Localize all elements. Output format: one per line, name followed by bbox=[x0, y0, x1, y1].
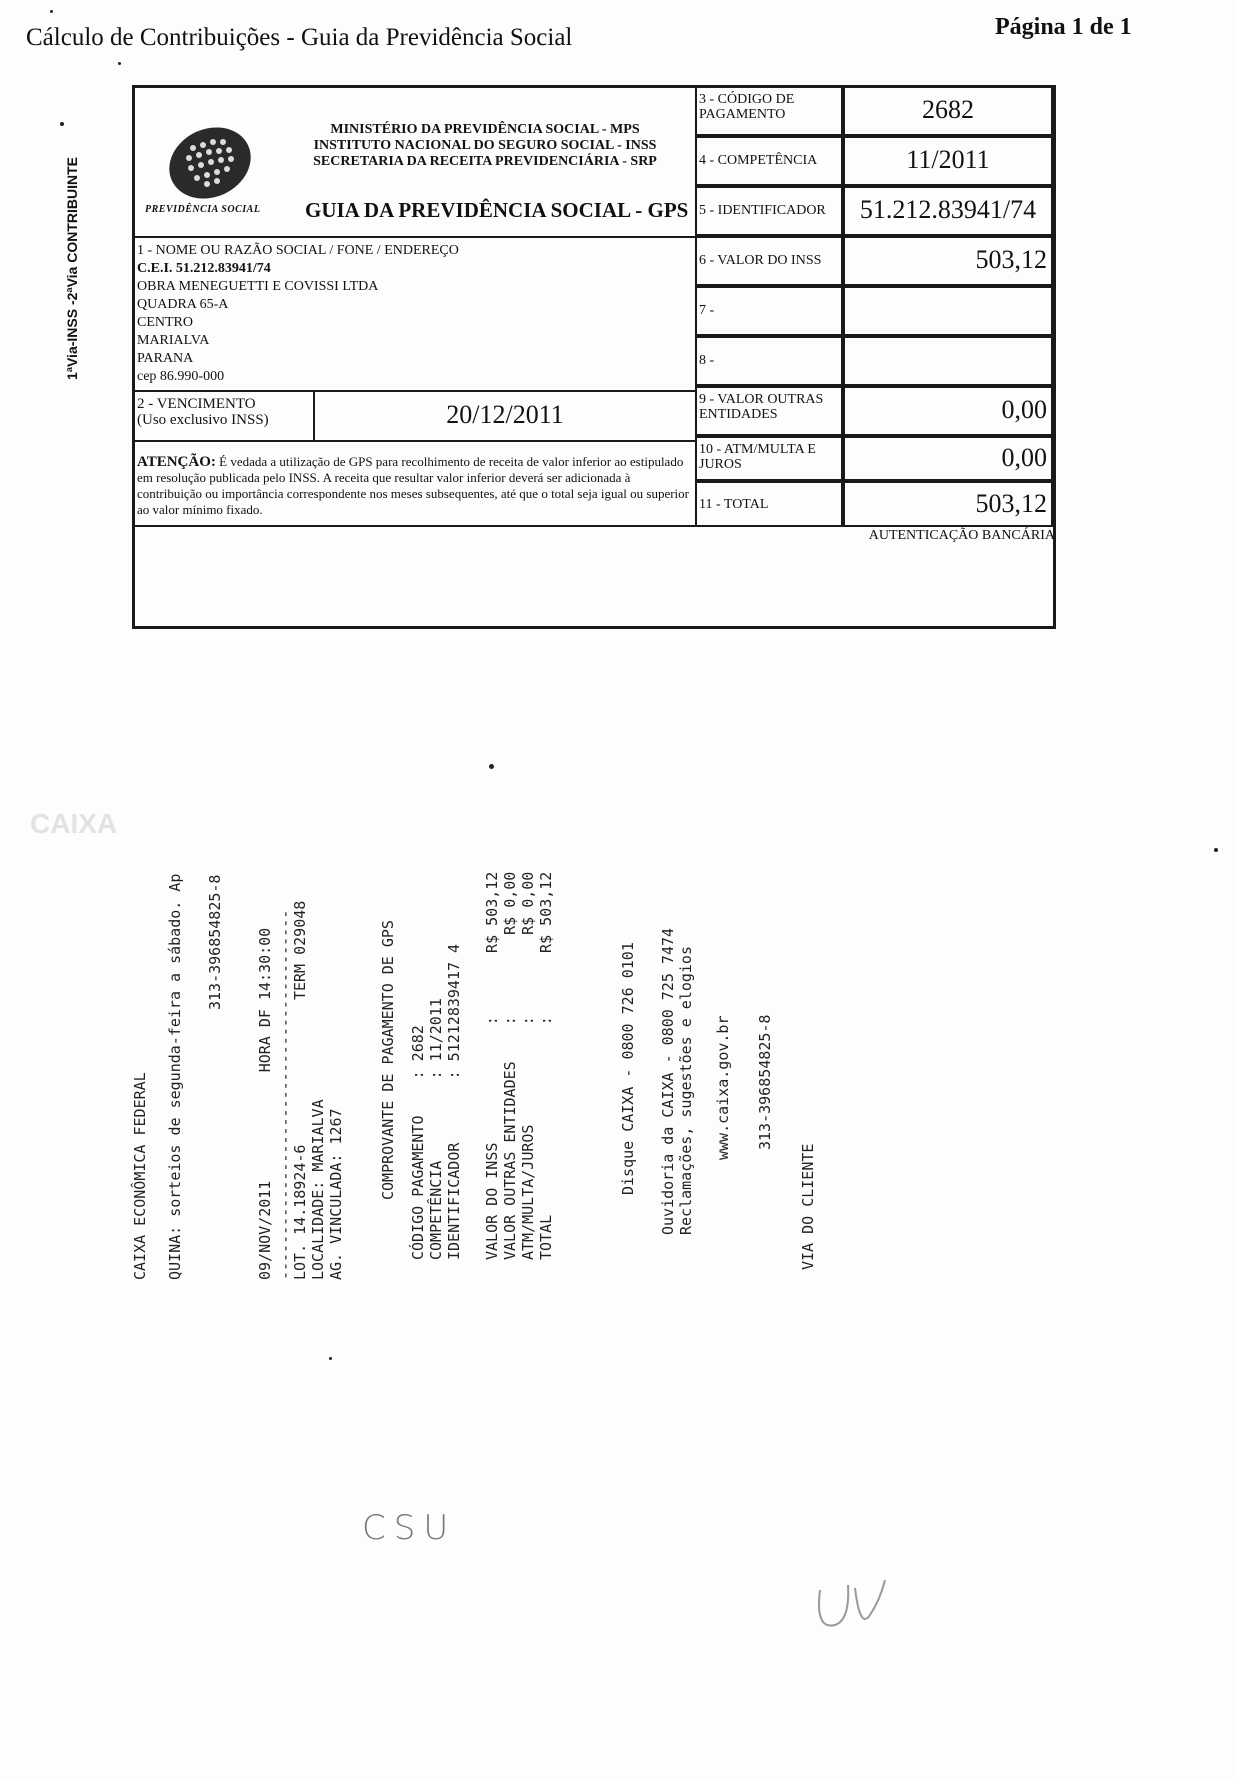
field-codigo-label: 3 - CÓDIGO DE PAGAMENTO bbox=[695, 86, 843, 136]
agency-lines bbox=[305, 122, 665, 170]
scan-speck bbox=[329, 1357, 332, 1360]
field-identificador-label: 5 - IDENTIFICADOR bbox=[695, 186, 843, 236]
copy-designation-sidebar: 1ªVia-INSS -2ªVia CONTRIBUINTE bbox=[64, 156, 80, 380]
field-8-value bbox=[843, 336, 1053, 386]
agency-line: INSTITUTO NACIONAL DO SEGURO SOCIAL - INSS bbox=[313, 138, 657, 153]
contributor-line: CENTRO bbox=[137, 315, 193, 330]
scan-speck bbox=[489, 764, 494, 769]
scan-speck bbox=[50, 10, 53, 13]
logo-caption: PREVIDÊNCIA SOCIAL bbox=[145, 204, 261, 215]
field-competencia-label: 4 - COMPETÊNCIA bbox=[695, 136, 843, 186]
receipt-line: IDENTIFICADOR : 51212839417 4 bbox=[445, 943, 463, 1260]
ghost-imprint: CAIXA bbox=[30, 808, 118, 839]
agency-line: MINISTÉRIO DA PREVIDÊNCIA SOCIAL - MPS bbox=[330, 122, 640, 137]
form-title: GUIA DA PREVIDÊNCIA SOCIAL - GPS bbox=[305, 198, 689, 222]
contributor-line: cep 86.990-000 bbox=[137, 369, 225, 384]
receipt-line: VALOR DO INSS : R$ 503,12 bbox=[483, 871, 501, 1260]
attention-text: É vedada a utilização de GPS para recolhimento de receita de valor inferior ao estipulado em resolução publicada pelo INSS. A receita que resultar valor inferior deverá ser adicionada à contribuição ou importância correspondente nos meses subsequentes, até que o total seja igual ou superior ao valor mínimo fixado. bbox=[137, 454, 689, 517]
field-7-value bbox=[843, 286, 1053, 336]
receipt-line: www.caixa.gov.br bbox=[714, 1015, 732, 1160]
field-competencia-value: 11/2011 bbox=[843, 136, 1053, 186]
form-header bbox=[135, 88, 695, 238]
field-identificador-value: 51.212.83941/74 bbox=[843, 186, 1053, 236]
receipt-line: 09/NOV/2011 HORA DF 14:30:00 bbox=[256, 927, 274, 1280]
field-8-label: 8 - bbox=[695, 336, 843, 386]
field-total-value: 503,12 bbox=[843, 481, 1053, 527]
receipt-line: Reclamações, sugestões e elogios bbox=[677, 946, 695, 1235]
gps-form bbox=[132, 85, 1056, 629]
previdencia-logo-icon bbox=[155, 118, 265, 208]
page-number: Página 1 de 1 bbox=[995, 14, 1132, 40]
vencimento-value: 20/12/2011 bbox=[315, 392, 695, 442]
field-valor-inss-value: 503,12 bbox=[843, 236, 1053, 286]
contributor-box bbox=[135, 238, 695, 392]
receipt-line: CÓDIGO PAGAMENTO : 2682 bbox=[409, 1025, 427, 1260]
field-7-label: 7 - bbox=[695, 286, 843, 336]
receipt-line: COMPETÊNCIA : 11/2011 bbox=[427, 998, 445, 1260]
field-multa-juros-label: 10 - ATM/MULTA E JUROS bbox=[695, 436, 843, 481]
payment-receipt bbox=[130, 860, 830, 1280]
receipt-line: AG. VINCULADA: 1267 bbox=[327, 1108, 345, 1280]
receipt-line: LOT. 14.18924-6 TERM 029048 bbox=[291, 900, 309, 1280]
receipt-line: ATM/MULTA/JUROS : R$ 0,00 bbox=[519, 871, 537, 1260]
agency-line: SECRETARIA DA RECEITA PREVIDENCIÁRIA - SRP bbox=[313, 154, 657, 169]
page-title: Cálculo de Contribuições - Guia da Previdência Social bbox=[26, 24, 573, 51]
vencimento-label: 2 - VENCIMENTO bbox=[137, 396, 256, 412]
field-outras-entidades-value: 0,00 bbox=[843, 386, 1053, 436]
scan-speck bbox=[118, 62, 121, 65]
field-outras-entidades-label: 9 - VALOR OUTRAS ENTIDADES bbox=[695, 386, 843, 436]
contributor-line: PARANA bbox=[137, 351, 194, 366]
attention-prefix: ATENÇÃO: bbox=[137, 454, 216, 470]
contributor-line: OBRA MENEGUETTI E COVISSI LTDA bbox=[137, 279, 379, 294]
receipt-line: 313-396854825-8 bbox=[206, 874, 224, 1010]
vencimento-label-cell bbox=[135, 392, 315, 442]
contributor-label: 1 - NOME OU RAZÃO SOCIAL / FONE / ENDEREÇO bbox=[137, 243, 459, 258]
receipt-line: COMPROVANTE DE PAGAMENTO DE GPS bbox=[379, 920, 397, 1200]
field-codigo-value: 2682 bbox=[843, 86, 1053, 136]
scan-speck bbox=[1214, 848, 1218, 852]
field-valor-inss-label: 6 - VALOR DO INSS bbox=[695, 236, 843, 286]
receipt-line: Disque CAIXA - 0800 726 0101 bbox=[619, 942, 637, 1195]
receipt-line: CAIXA ECONÔMICA FEDERAL bbox=[131, 1072, 149, 1280]
receipt-line: 313-396854825-8 bbox=[756, 1014, 774, 1150]
receipt-line: ----------------------------------------- bbox=[276, 909, 294, 1280]
contributor-line: MARIALVA bbox=[137, 333, 210, 348]
bank-authentication-label: AUTENTICAÇÃO BANCÁRIA bbox=[868, 528, 1055, 543]
attention-box bbox=[135, 442, 695, 527]
receipt-line: VIA DO CLIENTE bbox=[799, 1143, 817, 1270]
contributor-cei: C.E.I. 51.212.83941/74 bbox=[137, 261, 271, 276]
vencimento-sublabel: (Uso exclusivo INSS) bbox=[137, 412, 269, 428]
field-total-label: 11 - TOTAL bbox=[695, 481, 843, 527]
receipt-line: TOTAL : R$ 503,12 bbox=[537, 871, 555, 1260]
receipt-line: VALOR OUTRAS ENTIDADES : R$ 0,00 bbox=[501, 871, 519, 1260]
receipt-line: LOCALIDADE: MARIALVA bbox=[309, 1099, 327, 1280]
handwritten-note: CSU bbox=[362, 1508, 457, 1548]
contributor-line: QUADRA 65-A bbox=[137, 297, 229, 312]
receipt-line: Ouvidoria da CAIXA - 0800 725 7474 bbox=[659, 927, 677, 1235]
field-multa-juros-value: 0,00 bbox=[843, 436, 1053, 481]
handwritten-scribble-icon bbox=[810, 1570, 900, 1650]
receipt-line: QUINA: sorteios de segunda-feira a sábado. Ap bbox=[166, 873, 184, 1280]
